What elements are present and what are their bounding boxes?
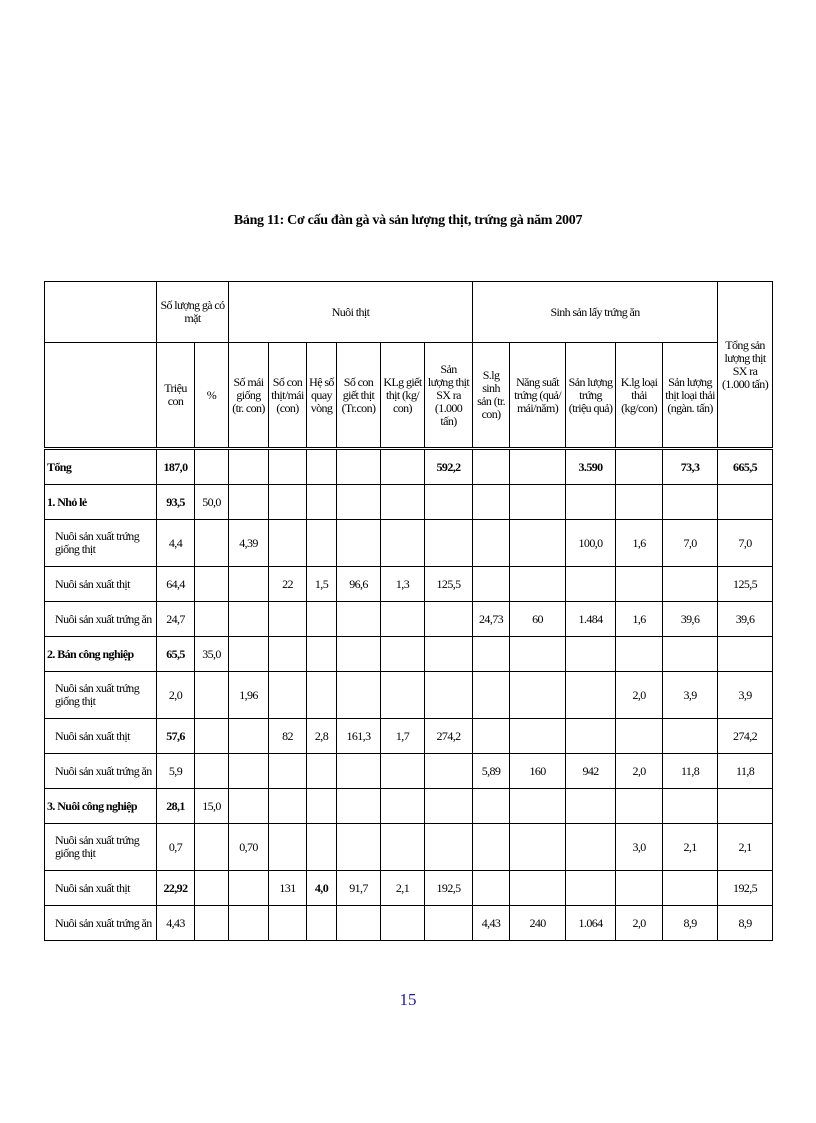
table-cell: [307, 520, 337, 567]
table-cell: 1,6: [616, 602, 663, 637]
col-header: KLg giết thịt (kg/ con): [381, 343, 425, 449]
table-row: [45, 602, 773, 637]
table-cell: [566, 824, 616, 871]
table-cell: [381, 602, 425, 637]
table-cell: [510, 637, 566, 672]
table-cell: 24,7: [157, 602, 195, 637]
table-cell: 4,4: [157, 520, 195, 567]
header-blank-1: [45, 282, 157, 343]
table-cell: [718, 789, 773, 824]
table-cell: 8,9: [718, 906, 773, 941]
table-cell: [195, 449, 229, 485]
table-cell: [269, 906, 307, 941]
table-row: [45, 824, 773, 871]
table-cell: 1.064: [566, 906, 616, 941]
table-cell: [195, 754, 229, 789]
table-row: [45, 567, 773, 602]
table-cell: [663, 871, 718, 906]
table-cell: [510, 824, 566, 871]
table-cell: 11,8: [663, 754, 718, 789]
table-cell: 4,0: [307, 871, 337, 906]
row-label: 3. Nuôi công nghiệp: [45, 789, 157, 824]
table-cell: [425, 906, 473, 941]
table-cell: 22: [269, 567, 307, 602]
table-cell: [269, 485, 307, 520]
table-row: [45, 871, 773, 906]
table-cell: [195, 602, 229, 637]
table-cell: 592,2: [425, 449, 473, 485]
table-cell: 187,0: [157, 449, 195, 485]
table-cell: [510, 449, 566, 485]
table-cell: 1,96: [229, 672, 269, 719]
table-cell: [381, 637, 425, 672]
table-cell: [229, 567, 269, 602]
table-cell: [381, 520, 425, 567]
table-row-group: [45, 449, 773, 485]
table-row-group: [45, 637, 773, 672]
table-cell: [718, 637, 773, 672]
table-cell: [337, 449, 381, 485]
table-cell: [269, 824, 307, 871]
table-cell: [269, 449, 307, 485]
table-cell: [473, 719, 510, 754]
table-cell: [195, 719, 229, 754]
table-cell: 11,8: [718, 754, 773, 789]
col-header: Sản lượng thịt SX ra (1.000 tấn): [425, 343, 473, 449]
table-cell: 1,6: [616, 520, 663, 567]
table-cell: 82: [269, 719, 307, 754]
table-cell: [473, 485, 510, 520]
table-cell: [307, 449, 337, 485]
table-cell: [566, 672, 616, 719]
table-cell: [425, 672, 473, 719]
table-cell: 60: [510, 602, 566, 637]
table-cell: [566, 567, 616, 602]
table-cell: 1,7: [381, 719, 425, 754]
table-cell: [425, 485, 473, 520]
table-cell: [269, 520, 307, 567]
table-cell: [229, 485, 269, 520]
table-cell: 65,5: [157, 637, 195, 672]
col-header: K.lg loại thải (kg/con): [616, 343, 663, 449]
table-cell: 3.590: [566, 449, 616, 485]
table-cell: [307, 637, 337, 672]
table-cell: [473, 449, 510, 485]
table-cell: [510, 719, 566, 754]
table-cell: [473, 520, 510, 567]
table-cell: 3,9: [663, 672, 718, 719]
header-row-2: [45, 343, 773, 449]
table-cell: 57,6: [157, 719, 195, 754]
table-cell: [663, 567, 718, 602]
table-cell: [510, 672, 566, 719]
col-header: Số con thịt/mái (con): [269, 343, 307, 449]
row-label: 2. Bán công nghiệp: [45, 637, 157, 672]
table-cell: [195, 906, 229, 941]
table-cell: [510, 567, 566, 602]
table-cell: 665,5: [718, 449, 773, 485]
row-label: Nuôi sản xuất trứng ăn: [45, 754, 157, 789]
col-header: Số con giết thịt (Tr.con): [337, 343, 381, 449]
table-cell: [229, 602, 269, 637]
table-cell: 2,1: [718, 824, 773, 871]
table-cell: 2,1: [381, 871, 425, 906]
table-cell: [381, 824, 425, 871]
table-cell: 0,7: [157, 824, 195, 871]
table-cell: [269, 754, 307, 789]
table-row: [45, 672, 773, 719]
table-cell: 0,70: [229, 824, 269, 871]
table-cell: 125,5: [718, 567, 773, 602]
table-cell: [229, 871, 269, 906]
row-label: Nuôi sản xuất trứng ăn: [45, 602, 157, 637]
row-label: Nuôi sản xuất trứng giống thịt: [45, 672, 157, 719]
table-cell: [307, 906, 337, 941]
table-cell: [425, 637, 473, 672]
table-cell: [381, 789, 425, 824]
table-cell: [425, 789, 473, 824]
table-row: [45, 719, 773, 754]
table-cell: 5,89: [473, 754, 510, 789]
table-cell: [425, 602, 473, 637]
table-cell: [337, 485, 381, 520]
col-header: %: [195, 343, 229, 449]
table-cell: 274,2: [718, 719, 773, 754]
table-cell: [269, 602, 307, 637]
table-cell: [381, 485, 425, 520]
header-total-meat: Tổng sản lượng thịt SX ra (1.000 tấn): [718, 282, 773, 449]
table-cell: 35,0: [195, 637, 229, 672]
table-cell: 2,8: [307, 719, 337, 754]
table-cell: 161,3: [337, 719, 381, 754]
table-cell: [269, 637, 307, 672]
row-label: Nuôi sản xuất thịt: [45, 719, 157, 754]
table-cell: 91,7: [337, 871, 381, 906]
table-cell: [473, 824, 510, 871]
table-cell: [473, 637, 510, 672]
table-cell: 2,0: [616, 906, 663, 941]
table-cell: 100,0: [566, 520, 616, 567]
table-cell: [229, 754, 269, 789]
table-cell: 73,3: [663, 449, 718, 485]
col-header: Số mái giống (tr. con): [229, 343, 269, 449]
table-cell: [616, 567, 663, 602]
table-cell: 5,9: [157, 754, 195, 789]
table-cell: [337, 754, 381, 789]
table-cell: 64,4: [157, 567, 195, 602]
table-cell: [663, 789, 718, 824]
table-cell: [425, 754, 473, 789]
table-cell: [425, 520, 473, 567]
table-cell: 3,9: [718, 672, 773, 719]
table-cell: [337, 824, 381, 871]
row-label: Nuôi sản xuất trứng ăn: [45, 906, 157, 941]
col-header: Sản lượng trứng (triệu quả): [566, 343, 616, 449]
table-cell: 4,43: [473, 906, 510, 941]
table-row: [45, 906, 773, 941]
col-header: S.lg sinh sản (tr. con): [473, 343, 510, 449]
table-cell: [616, 719, 663, 754]
table-cell: [616, 449, 663, 485]
table-cell: 28,1: [157, 789, 195, 824]
table-cell: 24,73: [473, 602, 510, 637]
table-cell: [566, 485, 616, 520]
table-cell: 240: [510, 906, 566, 941]
table-row-group: [45, 789, 773, 824]
table-cell: [381, 754, 425, 789]
row-label: Nuôi sản xuất thịt: [45, 567, 157, 602]
table-cell: [473, 672, 510, 719]
table-row-group: [45, 485, 773, 520]
table-cell: [616, 637, 663, 672]
table-cell: 192,5: [425, 871, 473, 906]
table-cell: [307, 672, 337, 719]
table-cell: [307, 602, 337, 637]
table-cell: 1.484: [566, 602, 616, 637]
header-blank-2: [45, 343, 157, 449]
table-body: [45, 449, 773, 941]
table-cell: [307, 824, 337, 871]
table-cell: [381, 449, 425, 485]
table-cell: [663, 637, 718, 672]
table-cell: [473, 871, 510, 906]
table-cell: [616, 871, 663, 906]
table-cell: [229, 906, 269, 941]
table-cell: [307, 789, 337, 824]
table-row: [45, 754, 773, 789]
row-label: Nuôi sản xuất trứng giống thịt: [45, 824, 157, 871]
table-cell: [425, 824, 473, 871]
table-cell: [195, 871, 229, 906]
table-cell: 131: [269, 871, 307, 906]
table-cell: 22,92: [157, 871, 195, 906]
table-cell: [337, 637, 381, 672]
table-cell: [566, 719, 616, 754]
header-group-count: Số lượng gà có mặt: [157, 282, 229, 343]
table-cell: 15,0: [195, 789, 229, 824]
table-cell: [229, 449, 269, 485]
table-cell: 2,0: [616, 754, 663, 789]
table-cell: 125,5: [425, 567, 473, 602]
table-cell: [337, 520, 381, 567]
row-label: Tổng: [45, 449, 157, 485]
table-cell: [269, 672, 307, 719]
table-cell: 160: [510, 754, 566, 789]
table-cell: [616, 789, 663, 824]
table-cell: 942: [566, 754, 616, 789]
table-cell: [337, 672, 381, 719]
table-cell: [307, 754, 337, 789]
table-cell: [510, 485, 566, 520]
table-cell: 3,0: [616, 824, 663, 871]
table-cell: [195, 672, 229, 719]
header-group-egg: Sinh sản lấy trứng ăn: [473, 282, 718, 343]
table-cell: [229, 719, 269, 754]
table-cell: [473, 789, 510, 824]
table-cell: [616, 485, 663, 520]
table-cell: 1,5: [307, 567, 337, 602]
table-cell: [195, 567, 229, 602]
table-row: [45, 520, 773, 567]
table-cell: 8,9: [663, 906, 718, 941]
table-cell: [718, 485, 773, 520]
table-cell: 4,43: [157, 906, 195, 941]
table-cell: 2,0: [157, 672, 195, 719]
header-row-1: [45, 282, 773, 343]
table-cell: [663, 719, 718, 754]
table-title: Bảng 11: Cơ cấu đàn gà và sản lượng thịt, trứng gà năm 2007: [233, 213, 583, 228]
row-label: Nuôi sản xuất thịt: [45, 871, 157, 906]
col-header: Sản lượng thịt loại thải (ngàn. tấn): [663, 343, 718, 449]
table-cell: 274,2: [425, 719, 473, 754]
table-cell: [566, 871, 616, 906]
table-cell: [195, 520, 229, 567]
table-cell: 4,39: [229, 520, 269, 567]
col-header: Hệ số quay vòng: [307, 343, 337, 449]
table-cell: [269, 789, 307, 824]
table-cell: [510, 789, 566, 824]
table-cell: 50,0: [195, 485, 229, 520]
table-cell: [195, 824, 229, 871]
table-cell: [229, 637, 269, 672]
table-cell: 192,5: [718, 871, 773, 906]
col-header: Năng suất trứng (quả/ mái/năm): [510, 343, 566, 449]
table-cell: 39,6: [663, 602, 718, 637]
table-cell: 2,1: [663, 824, 718, 871]
table-cell: [510, 871, 566, 906]
page-number: 15: [399, 990, 417, 1009]
table-cell: 7,0: [718, 520, 773, 567]
poultry-structure-table: [44, 281, 773, 941]
row-label: 1. Nhỏ lẻ: [45, 485, 157, 520]
table-cell: [307, 485, 337, 520]
row-label: Nuôi sản xuất trứng giống thịt: [45, 520, 157, 567]
table-cell: [473, 567, 510, 602]
table-cell: [337, 906, 381, 941]
table-cell: 1,3: [381, 567, 425, 602]
table-cell: 93,5: [157, 485, 195, 520]
table-cell: [566, 637, 616, 672]
table-cell: 39,6: [718, 602, 773, 637]
table-cell: [381, 906, 425, 941]
table-cell: [229, 789, 269, 824]
table-cell: [337, 789, 381, 824]
table-cell: 2,0: [616, 672, 663, 719]
table-cell: [381, 672, 425, 719]
col-header: Triệu con: [157, 343, 195, 449]
table-cell: [510, 520, 566, 567]
table-cell: 96,6: [337, 567, 381, 602]
table-cell: [663, 485, 718, 520]
table-cell: 7,0: [663, 520, 718, 567]
table-cell: [566, 789, 616, 824]
header-group-meat: Nuôi thịt: [229, 282, 473, 343]
table-cell: [337, 602, 381, 637]
